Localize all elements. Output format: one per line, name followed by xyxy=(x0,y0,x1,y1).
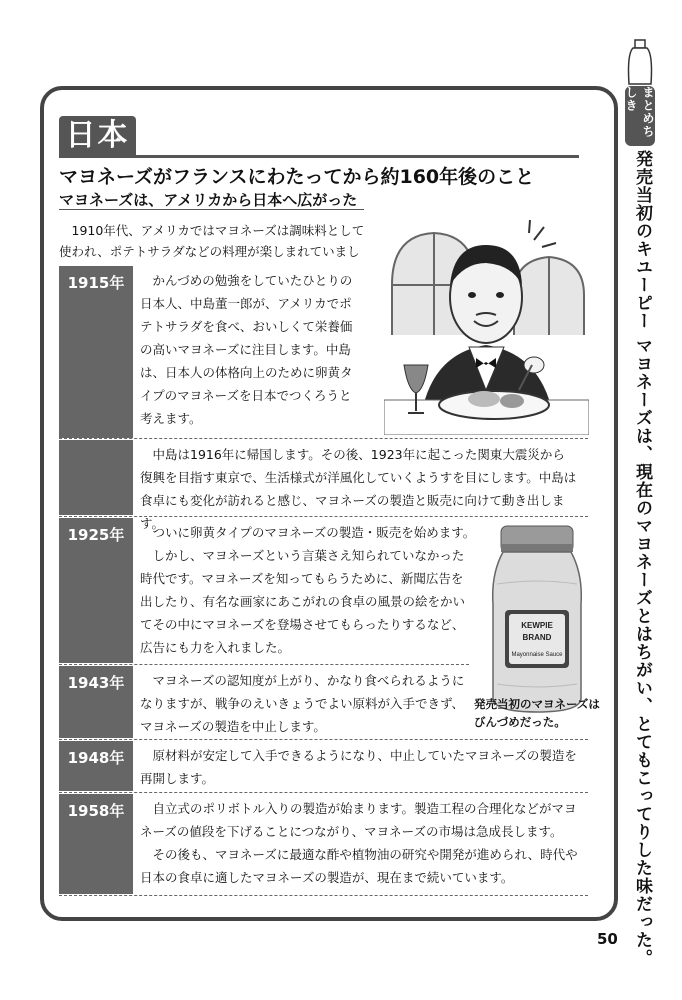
text-line: 復興を目指す東京で、生活様式が洋風化していくようすを目にします。中島は xyxy=(140,470,577,485)
text-line: 出したり、有名な画家にあこがれの食卓の風景の絵をかい xyxy=(140,594,466,609)
text-line: なりますが、戦争のえいきょうでよい原料が入手できず、 xyxy=(140,696,465,711)
text-line: 広告にも力を入れました。 xyxy=(140,640,291,655)
year-column-blank xyxy=(59,440,133,515)
mayonnaise-bottle-icon xyxy=(625,38,655,86)
text-line: は、日本人の体格向上のために卵黄タ xyxy=(140,365,353,380)
year-label: 1943年 xyxy=(59,666,133,738)
timeline-row-1958 xyxy=(59,794,588,894)
region-tag: 日本 xyxy=(59,116,136,156)
text-line: イプのマヨネーズを日本でつくろうと xyxy=(140,388,352,403)
row-divider xyxy=(59,438,588,439)
intro-line: 1910年代、アメリカではマヨネーズは調味料として xyxy=(71,223,365,238)
year-label: 1958年 xyxy=(59,794,133,894)
row-text xyxy=(140,669,464,738)
timeline-row-1915 xyxy=(59,266,588,438)
summary-tag: まとめちしき xyxy=(625,86,655,146)
text-line: しかし、マヨネーズという言葉さえ知られていなかった xyxy=(152,548,465,563)
row-text xyxy=(140,269,353,430)
row-divider xyxy=(59,739,588,740)
subhead-underline xyxy=(59,209,364,210)
year-label: 1925年 xyxy=(59,518,133,663)
page-headline: マヨネーズがフランスにわたってから約160年後のこと xyxy=(59,166,535,188)
text-line: かんづめの勉強をしていたひとりの xyxy=(152,273,353,288)
row-text xyxy=(140,521,475,659)
text-line: 食卓にも変化が訪れると感じ、マヨネーズの製造と販売に向けて動き出します。 xyxy=(140,493,565,531)
tag-underline xyxy=(59,155,579,158)
summary-text: 発売当初のキユーピー マヨネーズは、現在のマヨネーズとはちがい、とてもこってりした味だった。 xyxy=(632,150,652,967)
text-line: マヨネーズの認知度が上がり、かなり食べられるように xyxy=(152,673,465,688)
photo-caption: 発売当初のマヨネーズはびんづめだった。 xyxy=(474,697,600,729)
row-divider xyxy=(59,895,588,896)
timeline-row-1915-continued xyxy=(59,440,588,531)
timeline-row-1948 xyxy=(59,741,588,791)
text-line: の高いマヨネーズに注目します。中島 xyxy=(140,342,351,357)
year-label: 1915年 xyxy=(59,266,133,438)
text-line: テトサラダを食べ、おいしくて栄養価 xyxy=(140,319,353,334)
text-line: ついに卵黄タイプのマヨネーズの製造・販売を始めます。 xyxy=(152,525,476,540)
text-line: ネーズの値段を下げることにつながり、マヨネーズの市場は急成長します。 xyxy=(140,824,563,839)
text-line: 考えます。 xyxy=(140,411,202,426)
text-line: 自立式のポリボトル入りの製造が始まります。製造工程の合理化などがマヨ xyxy=(152,801,577,816)
row-divider xyxy=(59,792,588,793)
jar-label-bottom: Mayonnaise Sauce xyxy=(511,652,563,658)
row-text xyxy=(140,797,578,889)
text-line: 日本人、中島董一郎が、アメリカでポ xyxy=(140,296,352,311)
jar-label-top: KEWPIE xyxy=(521,621,553,630)
text-line: 日本の食卓に適したマヨネーズの製造が、現在まで続いています。 xyxy=(140,870,514,885)
page-number: 50 xyxy=(597,930,618,948)
text-line: 中島は1916年に帰国します。その後、1923年に起こった関東大震災から xyxy=(152,447,565,462)
text-line: 再開します。 xyxy=(140,771,215,786)
section-subhead: マヨネーズは、アメリカから日本へ広がった xyxy=(59,191,358,209)
intro-line: 使われ、ポテトサラダなどの料理が楽しまれていまし xyxy=(59,244,360,259)
jar-label-mid: BRAND xyxy=(522,633,552,642)
row-text xyxy=(140,744,577,790)
row-divider xyxy=(59,516,588,517)
timeline-row-1943 xyxy=(59,666,588,738)
text-line: 時代です。マヨネーズを知ってもらうために、新聞広告を xyxy=(140,571,464,586)
year-label: 1948年 xyxy=(59,741,133,791)
text-line: その後も、マヨネーズに最適な酢や植物油の研究や開発が進められ、時代や xyxy=(152,847,578,862)
text-line: 原材料が安定して入手できるようになり、中止していたマヨネーズの製造を xyxy=(152,748,577,763)
text-line: てその中にマヨネーズを登場させてもらったりするなど、 xyxy=(140,617,465,632)
row-divider xyxy=(59,664,469,665)
text-line: マヨネーズの製造を中止します。 xyxy=(140,719,326,734)
